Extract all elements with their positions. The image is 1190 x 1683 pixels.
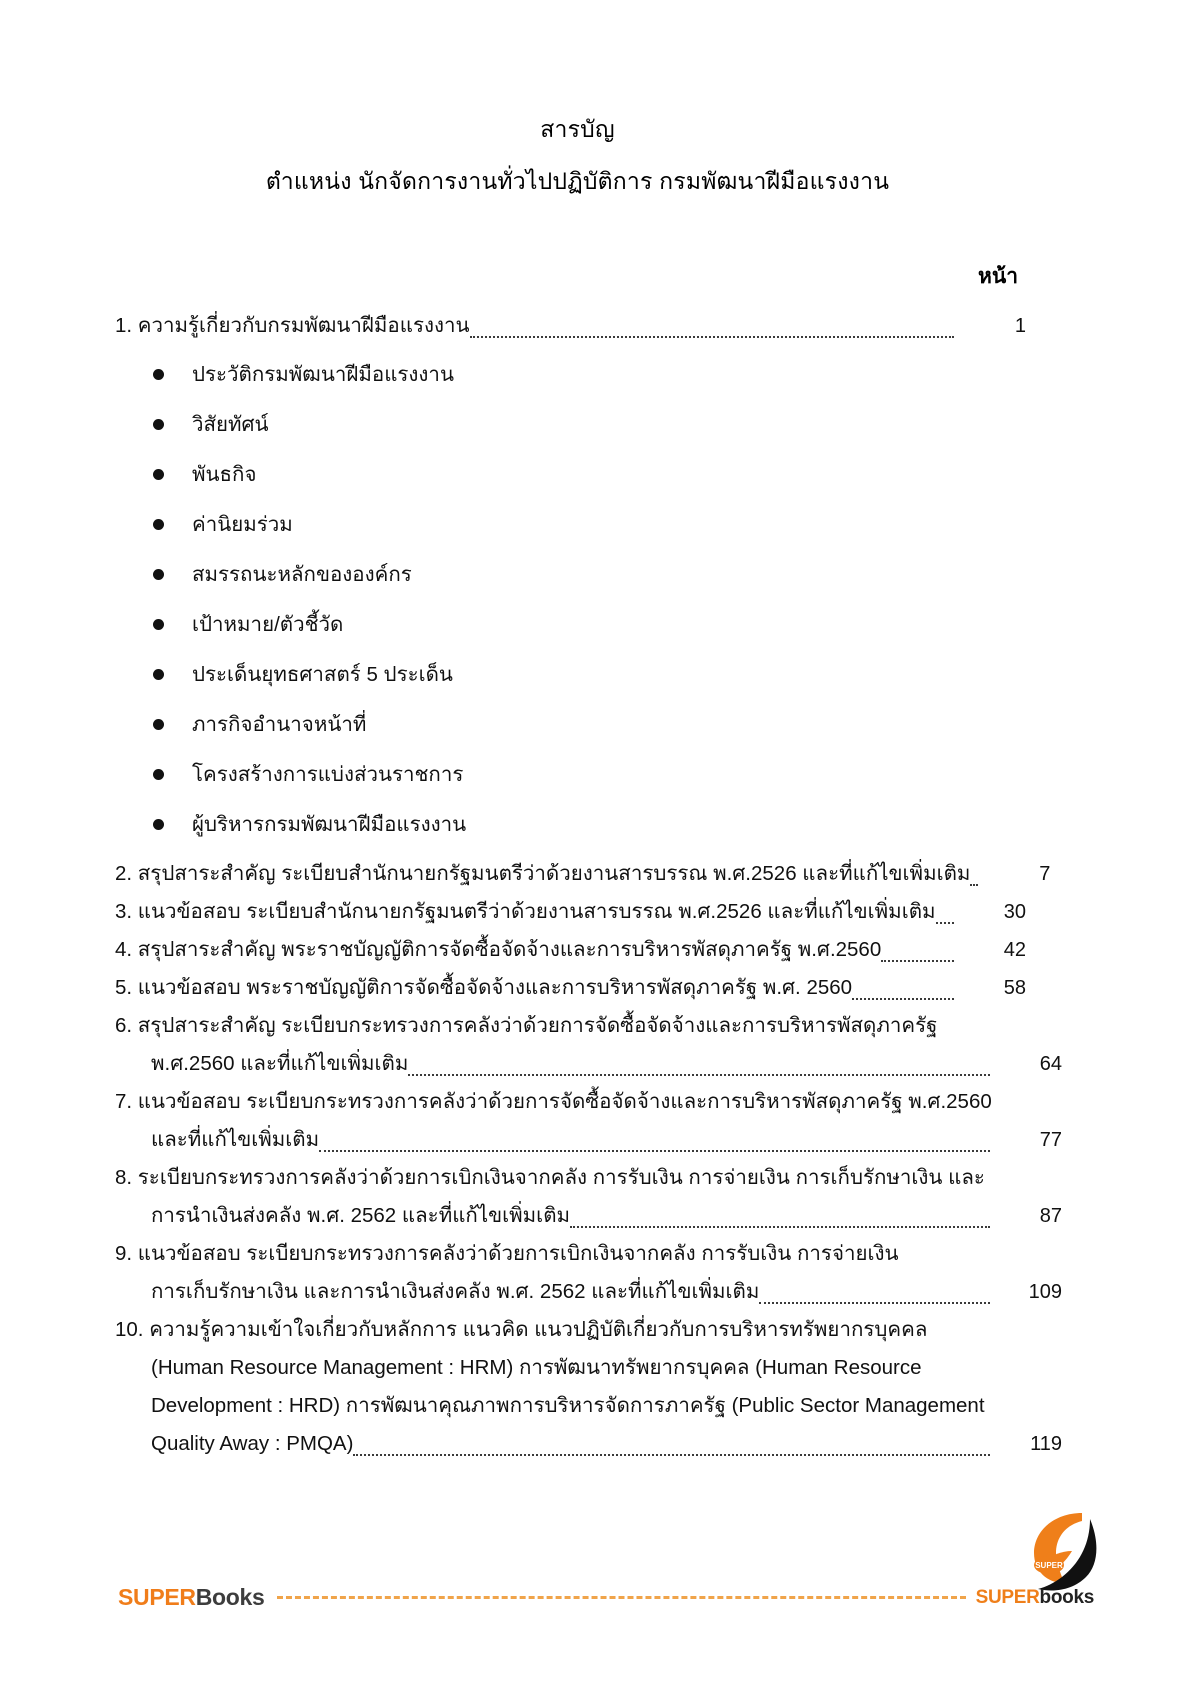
- toc-entry-label: พ.ศ.2560 และที่แก้ไขเพิ่มเติม: [151, 1052, 409, 1075]
- toc-leader-dots: [985, 1189, 993, 1190]
- toc-page-number: 42: [1003, 939, 1026, 961]
- toc-entry-label: 7. แนวข้อสอบ ระเบียบกระทรวงการคลังว่าด้วยการจัดซื้อจัดจ้างและการบริหารพัสดุภาครัฐ พ.ศ.2560: [115, 1090, 992, 1113]
- toc-entry[interactable]: [115, 1387, 1076, 1425]
- toc-leader-dots: [470, 335, 954, 338]
- bullet-dot-icon: [153, 619, 164, 630]
- table-of-contents: [115, 307, 1062, 1463]
- document-footer: [0, 1533, 1190, 1683]
- list-item-label: พันธกิจ: [192, 462, 257, 486]
- toc-entry-label: 1. ความรู้เกี่ยวกับกรมพัฒนาฝีมือแรงงาน: [115, 314, 470, 337]
- list-item-label: ผู้บริหารกรมพัฒนาฝีมือแรงงาน: [192, 812, 467, 836]
- toc-entry[interactable]: [115, 307, 1040, 345]
- toc-entry-label: 3. แนวข้อสอบ ระเบียบสำนักนายกรัฐมนตรีว่าด้วยงานสารบรรณ พ.ศ.2526 และที่แก้ไขเพิ่มเติม: [115, 900, 936, 923]
- list-item[interactable]: [115, 749, 1040, 799]
- toc-leader-dots: [992, 1113, 1000, 1114]
- toc-entry-label: การนำเงินส่งคลัง พ.ศ. 2562 และที่แก้ไขเพิ่มเติม: [151, 1204, 571, 1227]
- toc-leader-dots: [985, 1417, 993, 1418]
- list-item-label: ค่านิยมร่วม: [192, 512, 293, 536]
- toc-entry-label: 10. ความรู้ความเข้าใจเกี่ยวกับหลักการ แนวคิด แนวปฏิบัติเกี่ยวกับการบริหารทรัพยากรบุคคล: [115, 1318, 928, 1341]
- footer-logo-primary: SUPER: [975, 1586, 1040, 1608]
- toc-entry-label: 9. แนวข้อสอบ ระเบียบกระทรวงการคลังว่าด้วยการเบิกเงินจากคลัง การรับเงิน การจ่ายเงิน: [115, 1242, 899, 1265]
- list-item[interactable]: [115, 349, 1040, 399]
- page-title: สารบัญ: [540, 116, 615, 142]
- toc-page-number: 30: [1003, 901, 1026, 923]
- list-item-label: เป้าหมาย/ตัวชี้วัด: [192, 612, 344, 636]
- toc-leader-dots: [936, 921, 954, 924]
- toc-leader-dots: [937, 1037, 954, 1038]
- footer-brand-secondary: Books: [195, 1584, 265, 1610]
- toc-leader-dots: [899, 1265, 954, 1266]
- toc-leader-dots: [852, 997, 954, 1000]
- toc-entry[interactable]: [115, 1197, 1076, 1235]
- toc-entry[interactable]: [115, 1235, 1040, 1273]
- page-column-header: หน้า: [978, 265, 1018, 288]
- toc-entry-label: และที่แก้ไขเพิ่มเติม: [151, 1128, 320, 1151]
- toc-leader-dots: [970, 883, 978, 886]
- toc-entry[interactable]: [115, 1425, 1076, 1463]
- page-subtitle: ตำแหน่ง นักจัดการงานทั่วไปปฏิบัติการ กรมพัฒนาฝีมือแรงงาน: [265, 168, 890, 194]
- toc-entry-label: (Human Resource Management : HRM) การพัฒนาทรัพยากรบุคคล (Human Resource: [151, 1356, 922, 1379]
- toc-page-number: 7: [1039, 863, 1051, 885]
- toc-page-number: 77: [1039, 1129, 1062, 1151]
- list-item[interactable]: [115, 499, 1040, 549]
- bullet-dot-icon: [153, 669, 164, 680]
- toc-entry-label: 2. สรุปสาระสำคัญ ระเบียบสำนักนายกรัฐมนตรีว่าด้วยงานสารบรรณ พ.ศ.2526 และที่แก้ไขเพิ่มเติม: [115, 862, 971, 885]
- toc-entry[interactable]: [115, 1121, 1076, 1159]
- footer-logo-secondary: books: [1039, 1586, 1094, 1608]
- bullet-dot-icon: [153, 519, 164, 530]
- toc-entry[interactable]: [115, 1349, 1076, 1387]
- bullet-dot-icon: [153, 469, 164, 480]
- bullet-dot-icon: [153, 569, 164, 580]
- bullet-dot-icon: [153, 419, 164, 430]
- toc-leader-dots: [927, 1341, 954, 1342]
- toc-entry[interactable]: [115, 931, 1040, 969]
- footer-logo-wordmark: [976, 1587, 1094, 1609]
- footer-brand-bar: [118, 1584, 1094, 1611]
- toc-leader-dots: [881, 959, 954, 962]
- bullet-dot-icon: [153, 769, 164, 780]
- list-item[interactable]: [115, 449, 1040, 499]
- toc-entry-label: การเก็บรักษาเงิน และการนำเงินส่งคลัง พ.ศ. 2562 และที่แก้ไขเพิ่มเติม: [151, 1280, 760, 1303]
- list-item-label: ประวัติกรมพัฒนาฝีมือแรงงาน: [192, 362, 454, 386]
- toc-leader-dots: [759, 1301, 990, 1304]
- list-item[interactable]: [115, 699, 1040, 749]
- list-item[interactable]: [115, 399, 1040, 449]
- superbooks-logo-icon: [1020, 1509, 1102, 1595]
- list-item-label: วิสัยทัศน์: [192, 412, 269, 436]
- list-item-label: โครงสร้างการแบ่งส่วนราชการ: [192, 762, 464, 786]
- list-item[interactable]: [115, 799, 1040, 849]
- list-item-label: ประเด็นยุทธศาสตร์ 5 ประเด็น: [192, 662, 453, 686]
- footer-brand-primary: SUPER: [118, 1584, 196, 1610]
- bullet-dot-icon: [153, 819, 164, 830]
- toc-entry[interactable]: [115, 1007, 1040, 1045]
- logo-badge-label: SUPER: [1035, 1561, 1063, 1570]
- footer-brand: [118, 1584, 265, 1611]
- toc-entry-label: 6. สรุปสาระสำคัญ ระเบียบกระทรวงการคลังว่าด้วยการจัดซื้อจัดจ้างและการบริหารพัสดุภาครัฐ: [115, 1014, 938, 1037]
- toc-leader-dots: [319, 1149, 990, 1152]
- footer-divider: [277, 1596, 966, 1599]
- toc-entry[interactable]: [115, 969, 1040, 1007]
- toc-entry[interactable]: [115, 1083, 1040, 1121]
- toc-entry-label: 8. ระเบียบกระทรวงการคลังว่าด้วยการเบิกเงินจากคลัง การรับเงิน การจ่ายเงิน การเก็บรักษาเงิน และ: [115, 1166, 985, 1189]
- toc-entry[interactable]: [115, 893, 1040, 931]
- toc-page-number: 119: [1030, 1433, 1062, 1455]
- toc-leader-dots: [570, 1225, 990, 1228]
- toc-leader-dots: [353, 1453, 990, 1456]
- toc-entry-label: Quality Away : PMQA): [151, 1432, 354, 1455]
- toc-entry-label: 4. สรุปสาระสำคัญ พระราชบัญญัติการจัดซื้อจัดจ้างและการบริหารพัสดุภาครัฐ พ.ศ.2560: [115, 938, 882, 961]
- bullet-dot-icon: [153, 719, 164, 730]
- list-item-label: สมรรถนะหลักขององค์กร: [192, 562, 412, 586]
- toc-entry[interactable]: [115, 855, 1051, 893]
- toc-entry-label: 5. แนวข้อสอบ พระราชบัญญัติการจัดซื้อจัดจ้างและการบริหารพัสดุภาครัฐ พ.ศ. 2560: [115, 976, 853, 999]
- document-content: [115, 0, 1062, 1463]
- toc-page-number: 1: [1014, 315, 1026, 337]
- list-item[interactable]: [115, 599, 1040, 649]
- list-item[interactable]: [115, 549, 1040, 599]
- toc-leader-dots: [922, 1379, 990, 1380]
- toc-sublist: [115, 349, 1040, 849]
- toc-page-number: 87: [1039, 1205, 1062, 1227]
- list-item-label: ภารกิจอำนาจหน้าที่: [192, 712, 367, 736]
- toc-leader-dots: [408, 1073, 990, 1076]
- toc-page-number: 64: [1039, 1053, 1062, 1075]
- toc-entry[interactable]: [115, 1311, 1040, 1349]
- toc-page-number: 58: [1003, 977, 1026, 999]
- list-item[interactable]: [115, 649, 1040, 699]
- document-header: [115, 0, 1040, 198]
- toc-entry[interactable]: [115, 1045, 1076, 1083]
- toc-entry[interactable]: [115, 1273, 1076, 1311]
- toc-page-number: 109: [1028, 1281, 1062, 1303]
- toc-entry[interactable]: [115, 1159, 1040, 1197]
- toc-entry-label: Development : HRD) การพัฒนาคุณภาพการบริหารจัดการภาครัฐ (Public Sector Management: [151, 1394, 985, 1417]
- bullet-dot-icon: [153, 369, 164, 380]
